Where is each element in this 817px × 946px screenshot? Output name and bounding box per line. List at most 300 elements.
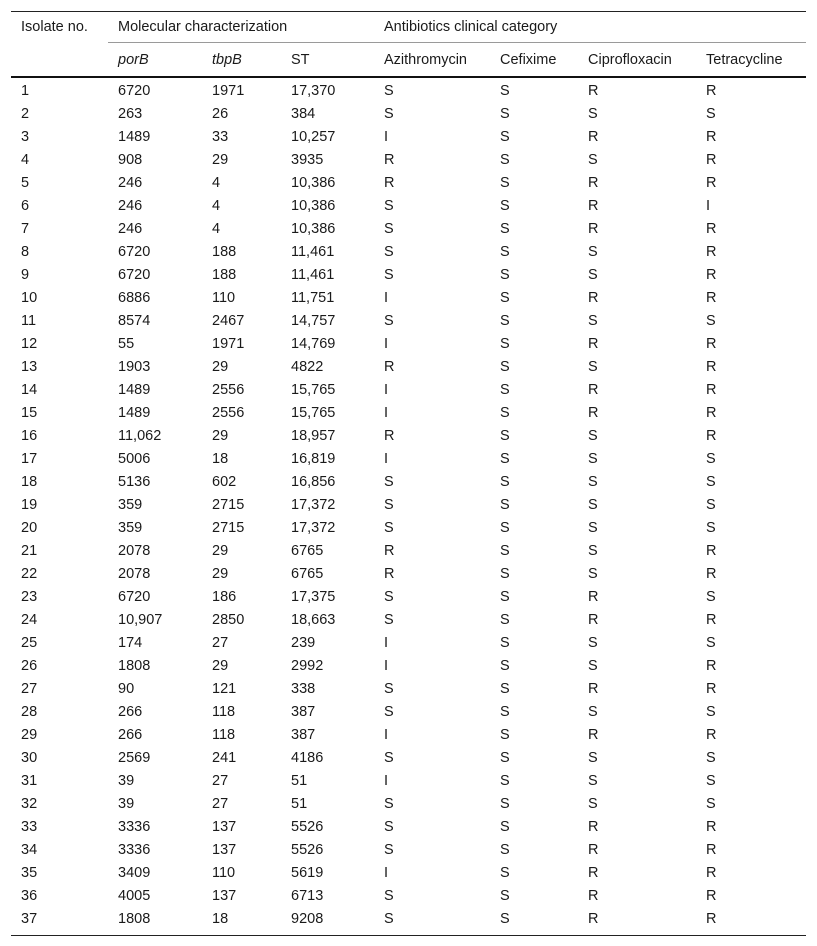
table-row <box>11 609 806 632</box>
cell-porb: 174 <box>118 635 143 651</box>
cell-azithromycin: S <box>384 750 394 766</box>
cell-tetracycline: I <box>706 198 711 214</box>
cell-porb: 39 <box>118 773 135 789</box>
cell-st: 17,375 <box>291 589 336 605</box>
cell-porb: 2078 <box>118 566 151 582</box>
cell-tetracycline: R <box>706 244 717 260</box>
cell-porb: 908 <box>118 152 143 168</box>
cell-st: 3935 <box>291 152 324 168</box>
header-isolate-no: Isolate no. <box>21 19 88 35</box>
cell-porb: 6720 <box>118 267 151 283</box>
cell-isolate-no: 21 <box>21 543 38 559</box>
cell-porb: 3409 <box>118 865 151 881</box>
cell-tbpb: 29 <box>212 566 229 582</box>
cell-porb: 11,062 <box>118 428 162 444</box>
cell-tetracycline: R <box>706 681 717 697</box>
table-row <box>11 402 806 425</box>
cell-tetracycline: R <box>706 428 717 444</box>
cell-isolate-no: 22 <box>21 566 38 582</box>
cell-cefixime: S <box>500 129 510 145</box>
cell-azithromycin: S <box>384 221 394 237</box>
cell-cefixime: S <box>500 267 510 283</box>
cell-porb: 1808 <box>118 911 151 927</box>
cell-azithromycin: S <box>384 520 394 536</box>
cell-st: 10,386 <box>291 221 336 237</box>
cell-porb: 10,907 <box>118 612 163 628</box>
cell-ciprofloxacin: S <box>588 543 598 559</box>
cell-st: 4822 <box>291 359 324 375</box>
cell-st: 15,765 <box>291 405 336 421</box>
cell-porb: 6720 <box>118 244 151 260</box>
cell-tetracycline: R <box>706 819 717 835</box>
cell-st: 17,372 <box>291 520 336 536</box>
cell-isolate-no: 27 <box>21 681 38 697</box>
cell-isolate-no: 12 <box>21 336 38 352</box>
cell-tbpb: 110 <box>212 865 236 881</box>
cell-tetracycline: S <box>706 750 716 766</box>
cell-cefixime: S <box>500 106 510 122</box>
cell-porb: 1808 <box>118 658 151 674</box>
cell-tbpb: 29 <box>212 152 229 168</box>
cell-azithromycin: I <box>384 290 389 306</box>
cell-azithromycin: I <box>384 451 389 467</box>
cell-tbpb: 4 <box>212 198 221 214</box>
cell-tbpb: 4 <box>212 221 221 237</box>
cell-porb: 246 <box>118 175 143 191</box>
cell-ciprofloxacin: R <box>588 382 599 398</box>
table-row <box>11 149 806 172</box>
cell-isolate-no: 26 <box>21 658 38 674</box>
table-row <box>11 379 806 402</box>
cell-isolate-no: 8 <box>21 244 30 260</box>
cell-isolate-no: 4 <box>21 152 30 168</box>
cell-tetracycline: S <box>706 451 716 467</box>
cell-azithromycin: I <box>384 865 389 881</box>
cell-azithromycin: S <box>384 474 394 490</box>
cell-cefixime: S <box>500 612 510 628</box>
cell-porb: 90 <box>118 681 135 697</box>
cell-st: 10,257 <box>291 129 336 145</box>
cell-st: 5526 <box>291 819 324 835</box>
cell-ciprofloxacin: R <box>588 589 599 605</box>
cell-ciprofloxacin: S <box>588 106 598 122</box>
cell-cefixime: S <box>500 727 510 743</box>
cell-st: 18,663 <box>291 612 336 628</box>
table-row <box>11 218 806 241</box>
cell-tetracycline: R <box>706 83 717 99</box>
cell-st: 17,370 <box>291 83 336 99</box>
cell-tbpb: 188 <box>212 267 237 283</box>
cell-tetracycline: S <box>706 589 716 605</box>
cell-st: 11,461 <box>291 244 335 260</box>
cell-tetracycline: R <box>706 911 717 927</box>
cell-porb: 5136 <box>118 474 151 490</box>
cell-tbpb: 29 <box>212 359 229 375</box>
cell-ciprofloxacin: R <box>588 83 599 99</box>
cell-porb: 1903 <box>118 359 151 375</box>
cell-tbpb: 602 <box>212 474 237 490</box>
cell-tetracycline: R <box>706 865 717 881</box>
cell-isolate-no: 6 <box>21 198 30 214</box>
cell-azithromycin: R <box>384 566 395 582</box>
cell-tetracycline: R <box>706 152 717 168</box>
cell-st: 384 <box>291 106 316 122</box>
header-tbpb: tbpB <box>212 51 242 68</box>
cell-ciprofloxacin: R <box>588 681 599 697</box>
cell-ciprofloxacin: S <box>588 152 598 168</box>
cell-azithromycin: I <box>384 382 389 398</box>
cell-st: 5619 <box>291 865 324 881</box>
cell-cefixime: S <box>500 290 510 306</box>
cell-porb: 359 <box>118 497 143 513</box>
cell-porb: 3336 <box>118 819 151 835</box>
cell-ciprofloxacin: R <box>588 129 599 145</box>
cell-ciprofloxacin: S <box>588 497 598 513</box>
cell-azithromycin: S <box>384 497 394 513</box>
cell-st: 6765 <box>291 566 324 582</box>
cell-tetracycline: R <box>706 727 717 743</box>
cell-cefixime: S <box>500 83 510 99</box>
cell-cefixime: S <box>500 865 510 881</box>
cell-ciprofloxacin: S <box>588 244 598 260</box>
cell-tbpb: 4 <box>212 175 221 191</box>
cell-tetracycline: S <box>706 474 716 490</box>
cell-ciprofloxacin: R <box>588 819 599 835</box>
cell-tetracycline: R <box>706 359 717 375</box>
table-row <box>11 540 806 563</box>
cell-st: 15,765 <box>291 382 336 398</box>
cell-ciprofloxacin: S <box>588 520 598 536</box>
table-row <box>11 310 806 333</box>
cell-porb: 246 <box>118 198 143 214</box>
table-row <box>11 839 806 862</box>
cell-tbpb: 18 <box>212 451 229 467</box>
cell-cefixime: S <box>500 451 510 467</box>
cell-st: 9208 <box>291 911 324 927</box>
cell-cefixime: S <box>500 152 510 168</box>
table-row <box>11 471 806 494</box>
cell-tbpb: 2715 <box>212 520 245 536</box>
cell-isolate-no: 20 <box>21 520 38 536</box>
cell-st: 10,386 <box>291 175 336 191</box>
cell-azithromycin: S <box>384 796 394 812</box>
cell-azithromycin: I <box>384 129 389 145</box>
cell-cefixime: S <box>500 520 510 536</box>
cell-isolate-no: 16 <box>21 428 38 444</box>
cell-cefixime: S <box>500 796 510 812</box>
cell-st: 338 <box>291 681 316 697</box>
cell-azithromycin: I <box>384 773 389 789</box>
cell-tbpb: 118 <box>212 727 236 743</box>
cell-ciprofloxacin: S <box>588 658 598 674</box>
cell-tetracycline: R <box>706 842 717 858</box>
cell-st: 239 <box>291 635 316 651</box>
cell-tetracycline: R <box>706 566 717 582</box>
cell-tbpb: 137 <box>212 888 237 904</box>
cell-porb: 266 <box>118 704 143 720</box>
cell-isolate-no: 7 <box>21 221 30 237</box>
cell-azithromycin: R <box>384 152 395 168</box>
cell-st: 4186 <box>291 750 324 766</box>
cell-isolate-no: 19 <box>21 497 38 513</box>
header-porb: porB <box>118 51 149 68</box>
cell-azithromycin: R <box>384 175 395 191</box>
cell-porb: 6886 <box>118 290 151 306</box>
cell-ciprofloxacin: R <box>588 842 599 858</box>
cell-azithromycin: S <box>384 819 394 835</box>
cell-st: 11,751 <box>291 290 335 306</box>
cell-porb: 2078 <box>118 543 151 559</box>
cell-ciprofloxacin: R <box>588 198 599 214</box>
cell-tbpb: 26 <box>212 106 229 122</box>
cell-cefixime: S <box>500 244 510 260</box>
cell-tetracycline: R <box>706 382 717 398</box>
cell-azithromycin: I <box>384 336 389 352</box>
cell-tetracycline: R <box>706 543 717 559</box>
cell-tbpb: 118 <box>212 704 236 720</box>
cell-isolate-no: 25 <box>21 635 38 651</box>
cell-azithromycin: S <box>384 83 394 99</box>
table-header <box>11 12 806 78</box>
cell-tetracycline: S <box>706 796 716 812</box>
cell-cefixime: S <box>500 681 510 697</box>
cell-tbpb: 2467 <box>212 313 245 329</box>
cell-tbpb: 137 <box>212 842 237 858</box>
cell-azithromycin: S <box>384 704 394 720</box>
isolate-table <box>11 11 806 936</box>
cell-st: 14,757 <box>291 313 336 329</box>
cell-isolate-no: 15 <box>21 405 38 421</box>
cell-isolate-no: 5 <box>21 175 30 191</box>
cell-porb: 5006 <box>118 451 151 467</box>
cell-isolate-no: 32 <box>21 796 38 812</box>
table-row <box>11 425 806 448</box>
cell-tetracycline: S <box>706 635 716 651</box>
table-row <box>11 678 806 701</box>
cell-tetracycline: R <box>706 888 717 904</box>
cell-st: 18,957 <box>291 428 336 444</box>
cell-azithromycin: S <box>384 313 394 329</box>
cell-cefixime: S <box>500 497 510 513</box>
cell-cefixime: S <box>500 405 510 421</box>
cell-cefixime: S <box>500 221 510 237</box>
cell-ciprofloxacin: S <box>588 474 598 490</box>
cell-ciprofloxacin: S <box>588 750 598 766</box>
cell-isolate-no: 17 <box>21 451 38 467</box>
cell-tetracycline: S <box>706 704 716 720</box>
cell-ciprofloxacin: R <box>588 336 599 352</box>
cell-tbpb: 33 <box>212 129 229 145</box>
cell-tbpb: 186 <box>212 589 237 605</box>
cell-ciprofloxacin: R <box>588 221 599 237</box>
table-row <box>11 816 806 839</box>
cell-porb: 2569 <box>118 750 151 766</box>
cell-tetracycline: R <box>706 290 717 306</box>
cell-st: 6713 <box>291 888 324 904</box>
cell-porb: 4005 <box>118 888 151 904</box>
cell-azithromycin: S <box>384 612 394 628</box>
cell-porb: 8574 <box>118 313 151 329</box>
cell-isolate-no: 35 <box>21 865 38 881</box>
cell-ciprofloxacin: R <box>588 612 599 628</box>
cell-ciprofloxacin: S <box>588 566 598 582</box>
table-row <box>11 103 806 126</box>
cell-azithromycin: R <box>384 428 395 444</box>
header-molecular-characterization: Molecular characterization <box>108 12 374 43</box>
cell-cefixime: S <box>500 750 510 766</box>
cell-porb: 39 <box>118 796 135 812</box>
table-row <box>11 77 806 103</box>
cell-ciprofloxacin: S <box>588 635 598 651</box>
cell-cefixime: S <box>500 336 510 352</box>
cell-tbpb: 2556 <box>212 405 245 421</box>
cell-cefixime: S <box>500 175 510 191</box>
cell-isolate-no: 36 <box>21 888 38 904</box>
cell-porb: 1489 <box>118 129 151 145</box>
cell-st: 51 <box>291 773 308 789</box>
table-row <box>11 655 806 678</box>
cell-tbpb: 27 <box>212 635 229 651</box>
table-row <box>11 126 806 149</box>
cell-azithromycin: I <box>384 658 389 674</box>
cell-cefixime: S <box>500 589 510 605</box>
cell-porb: 359 <box>118 520 143 536</box>
cell-azithromycin: S <box>384 888 394 904</box>
cell-tbpb: 1971 <box>212 336 245 352</box>
cell-isolate-no: 34 <box>21 842 38 858</box>
header-ciprofloxacin: Ciprofloxacin <box>588 51 672 68</box>
cell-cefixime: S <box>500 658 510 674</box>
cell-porb: 263 <box>118 106 143 122</box>
cell-azithromycin: S <box>384 106 394 122</box>
cell-porb: 1489 <box>118 382 151 398</box>
cell-azithromycin: S <box>384 267 394 283</box>
cell-isolate-no: 23 <box>21 589 38 605</box>
cell-tbpb: 137 <box>212 819 237 835</box>
cell-tetracycline: S <box>706 497 716 513</box>
cell-st: 17,372 <box>291 497 336 513</box>
cell-st: 16,856 <box>291 474 336 490</box>
table-row <box>11 632 806 655</box>
cell-ciprofloxacin: R <box>588 175 599 191</box>
table-row <box>11 770 806 793</box>
header-st: ST <box>291 51 310 68</box>
cell-cefixime: S <box>500 543 510 559</box>
table-row <box>11 333 806 356</box>
cell-cefixime: S <box>500 359 510 375</box>
cell-isolate-no: 1 <box>21 83 30 99</box>
table-row <box>11 862 806 885</box>
cell-isolate-no: 14 <box>21 382 38 398</box>
cell-ciprofloxacin: S <box>588 796 598 812</box>
cell-ciprofloxacin: S <box>588 451 598 467</box>
cell-tetracycline: R <box>706 336 717 352</box>
cell-tbpb: 1971 <box>212 83 245 99</box>
cell-isolate-no: 31 <box>21 773 38 789</box>
cell-isolate-no: 30 <box>21 750 38 766</box>
cell-azithromycin: R <box>384 543 395 559</box>
cell-ciprofloxacin: R <box>588 405 599 421</box>
cell-isolate-no: 10 <box>21 290 38 306</box>
cell-ciprofloxacin: S <box>588 773 598 789</box>
cell-cefixime: S <box>500 635 510 651</box>
header-antibiotics-clinical-category: Antibiotics clinical category <box>374 12 806 43</box>
cell-ciprofloxacin: S <box>588 428 598 444</box>
cell-azithromycin: I <box>384 635 389 651</box>
cell-isolate-no: 3 <box>21 129 30 145</box>
cell-tbpb: 29 <box>212 428 229 444</box>
cell-tbpb: 27 <box>212 773 229 789</box>
cell-porb: 6720 <box>118 83 151 99</box>
cell-st: 11,461 <box>291 267 335 283</box>
header-azithromycin: Azithromycin <box>384 51 467 68</box>
table-row <box>11 563 806 586</box>
cell-tetracycline: R <box>706 221 717 237</box>
table-row <box>11 724 806 747</box>
cell-cefixime: S <box>500 382 510 398</box>
table-row <box>11 494 806 517</box>
cell-tetracycline: R <box>706 658 717 674</box>
cell-cefixime: S <box>500 313 510 329</box>
cell-tetracycline: S <box>706 313 716 329</box>
cell-tetracycline: R <box>706 612 717 628</box>
cell-tbpb: 18 <box>212 911 229 927</box>
cell-cefixime: S <box>500 428 510 444</box>
cell-isolate-no: 11 <box>21 313 37 329</box>
cell-st: 387 <box>291 727 316 743</box>
cell-cefixime: S <box>500 474 510 490</box>
cell-porb: 246 <box>118 221 143 237</box>
table-row <box>11 448 806 471</box>
table-body <box>11 77 806 936</box>
cell-porb: 55 <box>118 336 135 352</box>
cell-isolate-no: 13 <box>21 359 38 375</box>
cell-tbpb: 2850 <box>212 612 245 628</box>
cell-cefixime: S <box>500 842 510 858</box>
cell-isolate-no: 24 <box>21 612 38 628</box>
cell-st: 51 <box>291 796 308 812</box>
cell-tetracycline: R <box>706 129 717 145</box>
cell-azithromycin: S <box>384 198 394 214</box>
table-row <box>11 793 806 816</box>
table-row <box>11 264 806 287</box>
cell-cefixime: S <box>500 704 510 720</box>
cell-porb: 6720 <box>118 589 151 605</box>
cell-st: 5526 <box>291 842 324 858</box>
table-row <box>11 908 806 936</box>
cell-tetracycline: S <box>706 106 716 122</box>
table-row <box>11 287 806 310</box>
cell-cefixime: S <box>500 911 510 927</box>
cell-azithromycin: S <box>384 842 394 858</box>
cell-isolate-no: 18 <box>21 474 38 490</box>
cell-ciprofloxacin: R <box>588 911 599 927</box>
cell-porb: 1489 <box>118 405 151 421</box>
cell-tbpb: 2556 <box>212 382 245 398</box>
cell-tetracycline: R <box>706 267 717 283</box>
header-cefixime: Cefixime <box>500 51 557 68</box>
cell-tetracycline: S <box>706 773 716 789</box>
cell-azithromycin: S <box>384 911 394 927</box>
cell-isolate-no: 2 <box>21 106 30 122</box>
cell-st: 14,769 <box>291 336 336 352</box>
cell-st: 10,386 <box>291 198 336 214</box>
cell-azithromycin: I <box>384 405 389 421</box>
cell-isolate-no: 29 <box>21 727 38 743</box>
cell-isolate-no: 33 <box>21 819 38 835</box>
cell-ciprofloxacin: S <box>588 704 598 720</box>
cell-azithromycin: S <box>384 589 394 605</box>
